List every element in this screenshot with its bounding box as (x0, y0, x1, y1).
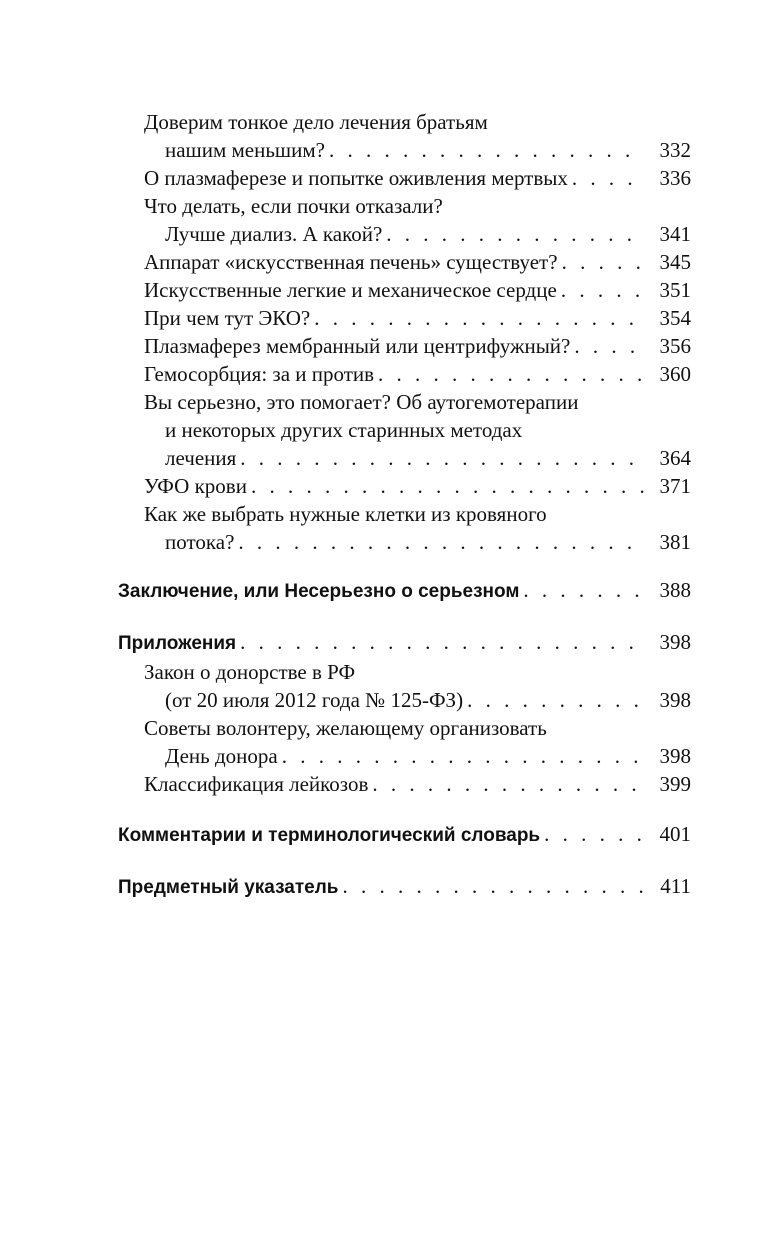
dot-leader (386, 220, 645, 248)
toc-entry-title: Плазмаферез мембранный или центрифужный? (144, 334, 571, 358)
toc-entry-title: День донора (165, 744, 278, 768)
toc-section-commentary[interactable] (118, 820, 691, 850)
toc-entry[interactable] (118, 686, 691, 714)
page-number: 399 (659, 772, 691, 796)
dot-leader (240, 444, 645, 472)
page-number: 371 (659, 474, 691, 498)
page-number: 356 (659, 334, 691, 358)
toc-entry-line: Вы серьезно, это помогает? Об аутогемотерапии (144, 390, 579, 414)
toc-entry-title: Классификация лейкозов (144, 772, 369, 796)
dot-leader (544, 820, 645, 848)
dot-leader (523, 576, 645, 604)
toc-entry-title: (от 20 июля 2012 года № 125-ФЗ) (165, 688, 464, 712)
page-number: 332 (659, 138, 691, 162)
page-number: 411 (660, 874, 691, 898)
toc-entry[interactable] (118, 276, 691, 304)
toc-entry-title: О плазмаферезе и попытке оживления мертвых (144, 166, 568, 190)
toc-section-appendix[interactable] (118, 628, 691, 658)
toc-entry-title: Аппарат «искусственная печень» существует? (144, 250, 558, 274)
toc-section-conclusion[interactable] (118, 576, 691, 606)
page-number: 336 (659, 166, 691, 190)
page-number: 398 (659, 744, 691, 768)
spacer (118, 606, 691, 628)
toc-entry-title: Гемосорбция: за и против (144, 362, 375, 386)
toc-entry-line: Закон о донорстве в РФ (144, 660, 356, 684)
page-number: 398 (659, 630, 691, 654)
toc-entry-title: потока? (165, 530, 235, 554)
dot-leader (240, 628, 645, 656)
dot-leader (572, 164, 645, 192)
page-number: 360 (659, 362, 691, 386)
toc-entry[interactable] (118, 472, 691, 500)
page-number: 351 (659, 278, 691, 302)
dot-leader (343, 872, 646, 900)
toc-entry-title: лечения (165, 446, 237, 470)
page-number: 341 (659, 222, 691, 246)
dot-leader (329, 136, 645, 164)
toc-entry-line: Что делать, если почки отказали? (144, 194, 443, 218)
toc-section-title: Предметный указатель (118, 877, 339, 898)
spacer (118, 556, 691, 576)
toc-entry[interactable] (118, 304, 691, 332)
dot-leader (574, 332, 645, 360)
page-number: 398 (659, 688, 691, 712)
toc-entry[interactable] (118, 136, 691, 164)
toc-entry-line: и некоторых других старинных методах (165, 418, 523, 442)
spacer (118, 850, 691, 872)
toc-entry[interactable] (118, 444, 691, 472)
page-number: 401 (659, 822, 691, 846)
dot-leader (561, 276, 645, 304)
toc-section-title: Заключение, или Несерьезно о серьезном (118, 581, 520, 602)
dot-leader (562, 248, 645, 276)
toc-entry-title: УФО крови (144, 474, 247, 498)
toc-entry[interactable] (118, 770, 691, 798)
toc-entry-title: При чем тут ЭКО? (144, 306, 311, 330)
toc-entry-line: Как же выбрать нужные клетки из кровяного (144, 502, 547, 526)
toc-entry-line: Советы волонтеру, желающему организовать (144, 716, 547, 740)
dot-leader (378, 360, 645, 388)
dot-leader (282, 742, 645, 770)
page-number: 345 (659, 250, 691, 274)
toc-entry[interactable] (118, 248, 691, 276)
dot-leader (238, 528, 645, 556)
page-number: 388 (659, 578, 691, 602)
page-number: 364 (659, 446, 691, 470)
toc-entry[interactable] (118, 220, 691, 248)
toc-section-title: Приложения (118, 633, 237, 654)
dot-leader (467, 686, 645, 714)
toc-entry-title: нашим меньшим? (165, 138, 325, 162)
toc-entry[interactable] (118, 332, 691, 360)
toc-entry-title: Искусственные легкие и механическое сердце (144, 278, 557, 302)
table-of-contents (118, 108, 691, 902)
page-number: 381 (659, 530, 691, 554)
toc-section-title: Комментарии и терминологический словарь (118, 825, 541, 846)
toc-entry-title: Лучше диализ. А какой? (165, 222, 383, 246)
toc-entry[interactable] (118, 360, 691, 388)
toc-entry[interactable] (118, 528, 691, 556)
toc-entry[interactable] (118, 742, 691, 770)
toc-section-index[interactable] (118, 872, 691, 902)
dot-leader (251, 472, 645, 500)
toc-entry[interactable] (118, 164, 691, 192)
dot-leader (372, 770, 645, 798)
spacer (118, 798, 691, 820)
dot-leader (314, 304, 645, 332)
toc-entry-line: Доверим тонкое дело лечения братьям (144, 110, 488, 134)
page-number: 354 (659, 306, 691, 330)
